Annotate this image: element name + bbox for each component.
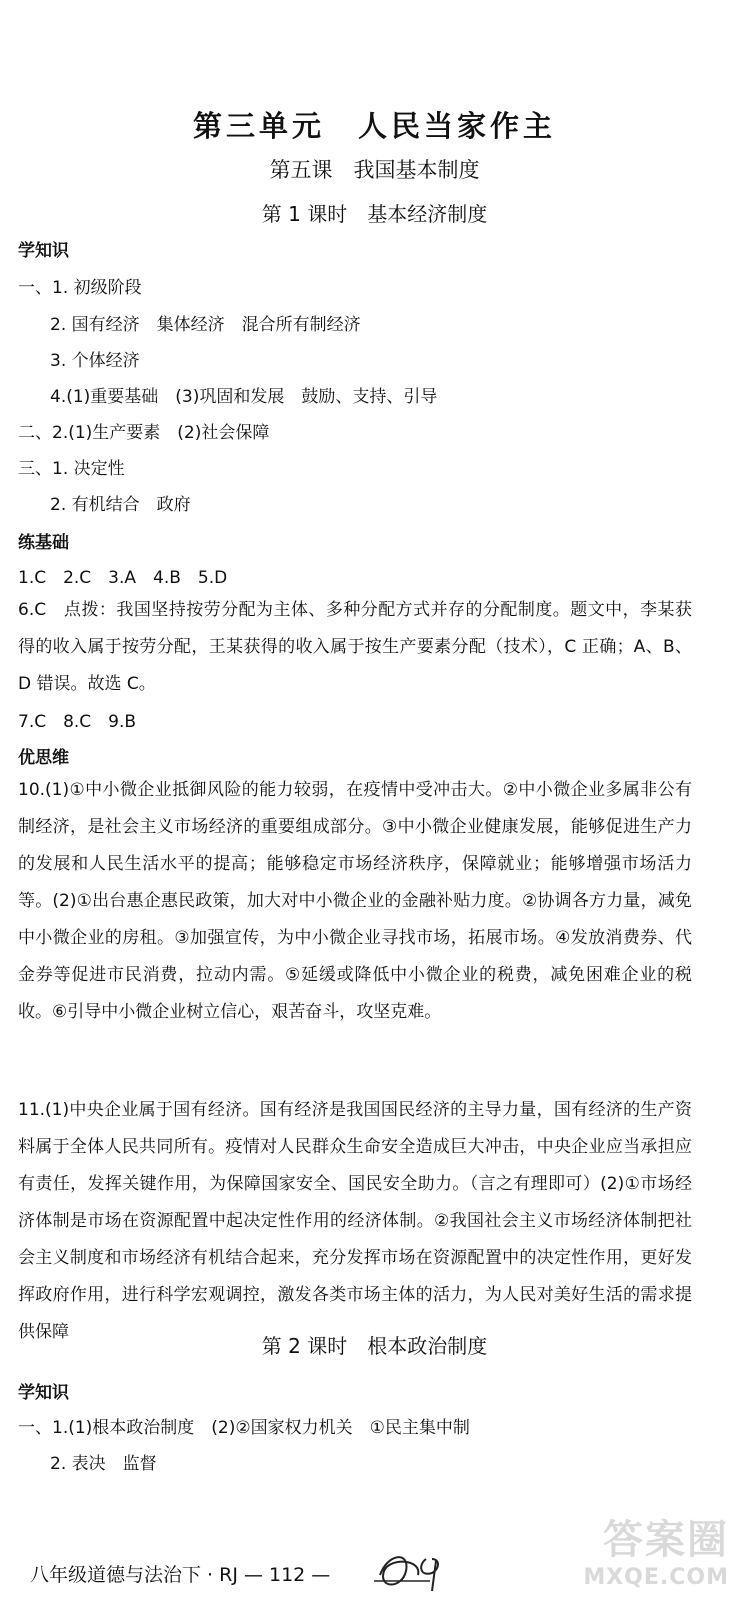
watermark-url: MXQE.COM [583, 1565, 729, 1590]
answer-line: 3. 个体经济 [50, 351, 140, 371]
answer-paragraph-q10: 10.(1)①中小微企业抵御风险的能力较弱，在疫情中受冲击大。②中小微企业多属非公有制经济，是社会主义市场经济的重要组成部分。③中小微企业健康发展，能够促进生产力的发展和人民生活水平的提高；能够稳定市场经济秩序，保障就业；能够增强市场活力等。(2)①出台惠企惠民政策，加大对中小微企业的金融补贴力度。②协调各方力量，减免中小微企业的房租。③加强宣传，为中小微企业寻找市场，拓展市场。④发放消费券、代金券等促进市民消费，拉动内需。⑤延缓或降低中小微企业的税费，减免困难企业的税收。⑥引导中小微企业树立信心，艰苦奋斗，攻坚克难。 [18, 780, 692, 1022]
answer-paragraph-q6: 6.C 点拨：我国坚持按劳分配为主体、多种分配方式并存的分配制度。题文中，李某获得的收入属于按劳分配，王某获得的收入属于按生产要素分配（技术），C 正确；A、B、D 错误。故选 C。 [18, 600, 692, 694]
answer-line: 2. 表决 监督 [50, 1454, 157, 1474]
page-footer: 八年级道德与法治下 · RJ — 112 — [30, 1564, 331, 1586]
lesson-title: 第五课 我国基本制度 [269, 158, 480, 182]
answer-line: 2. 国有经济 集体经济 混合所有制经济 [50, 315, 361, 335]
section-header-excellent-thinking: 优思维 [18, 748, 69, 768]
answer-line: 2. 有机结合 政府 [50, 495, 191, 515]
answer-paragraph-q11: 11.(1)中央企业属于国有经济。国有经济是我国国民经济的主导力量，国有经济的生产资料属于全体人民共同所有。疫情对人民群众生命安全造成巨大冲击，中央企业应当承担应有责任，发挥关键作用，为保障国家安全、国民安全助力。（言之有理即可）(2)①市场经济体制是市场在资源配置中起决定性作用的经济体制。②我国社会主义市场经济体制把社会主义制度和市场经济有机结合起来，充分发挥市场在资源配置中的决定性作用，更好发挥政府作用，进行科学宏观调控，激发各类市场主体的活力，为人民对美好生活的需求提供保障 [18, 1100, 692, 1342]
section-header-learn-knowledge-2: 学知识 [18, 1383, 69, 1403]
period-1-title: 第 1 课时 基本经济制度 [261, 202, 488, 226]
section-header-practice-basics: 练基础 [18, 533, 69, 553]
handwritten-signature [370, 1545, 470, 1599]
answer-line: 1.C 2.C 3.A 4.B 5.D [18, 568, 228, 588]
answer-line: 一、1. 初级阶段 [18, 278, 142, 298]
answer-line: 4.(1)重要基础 (3)巩固和发展 鼓励、支持、引导 [50, 387, 438, 407]
watermark [583, 1508, 729, 1590]
period-2-title: 第 2 课时 根本政治制度 [261, 1334, 488, 1358]
answer-line: 二、2.(1)生产要素 (2)社会保障 [18, 423, 270, 443]
answer-line: 一、1.(1)根本政治制度 (2)②国家权力机关 ①民主集中制 [18, 1418, 470, 1438]
watermark-logo-text: 答案圈 [603, 1517, 729, 1563]
section-header-learn-knowledge: 学知识 [18, 241, 69, 261]
answer-line: 三、1. 决定性 [18, 459, 125, 479]
unit-title: 第三单元 人民当家作主 [192, 109, 556, 143]
answer-line: 7.C 8.C 9.B [18, 712, 137, 732]
